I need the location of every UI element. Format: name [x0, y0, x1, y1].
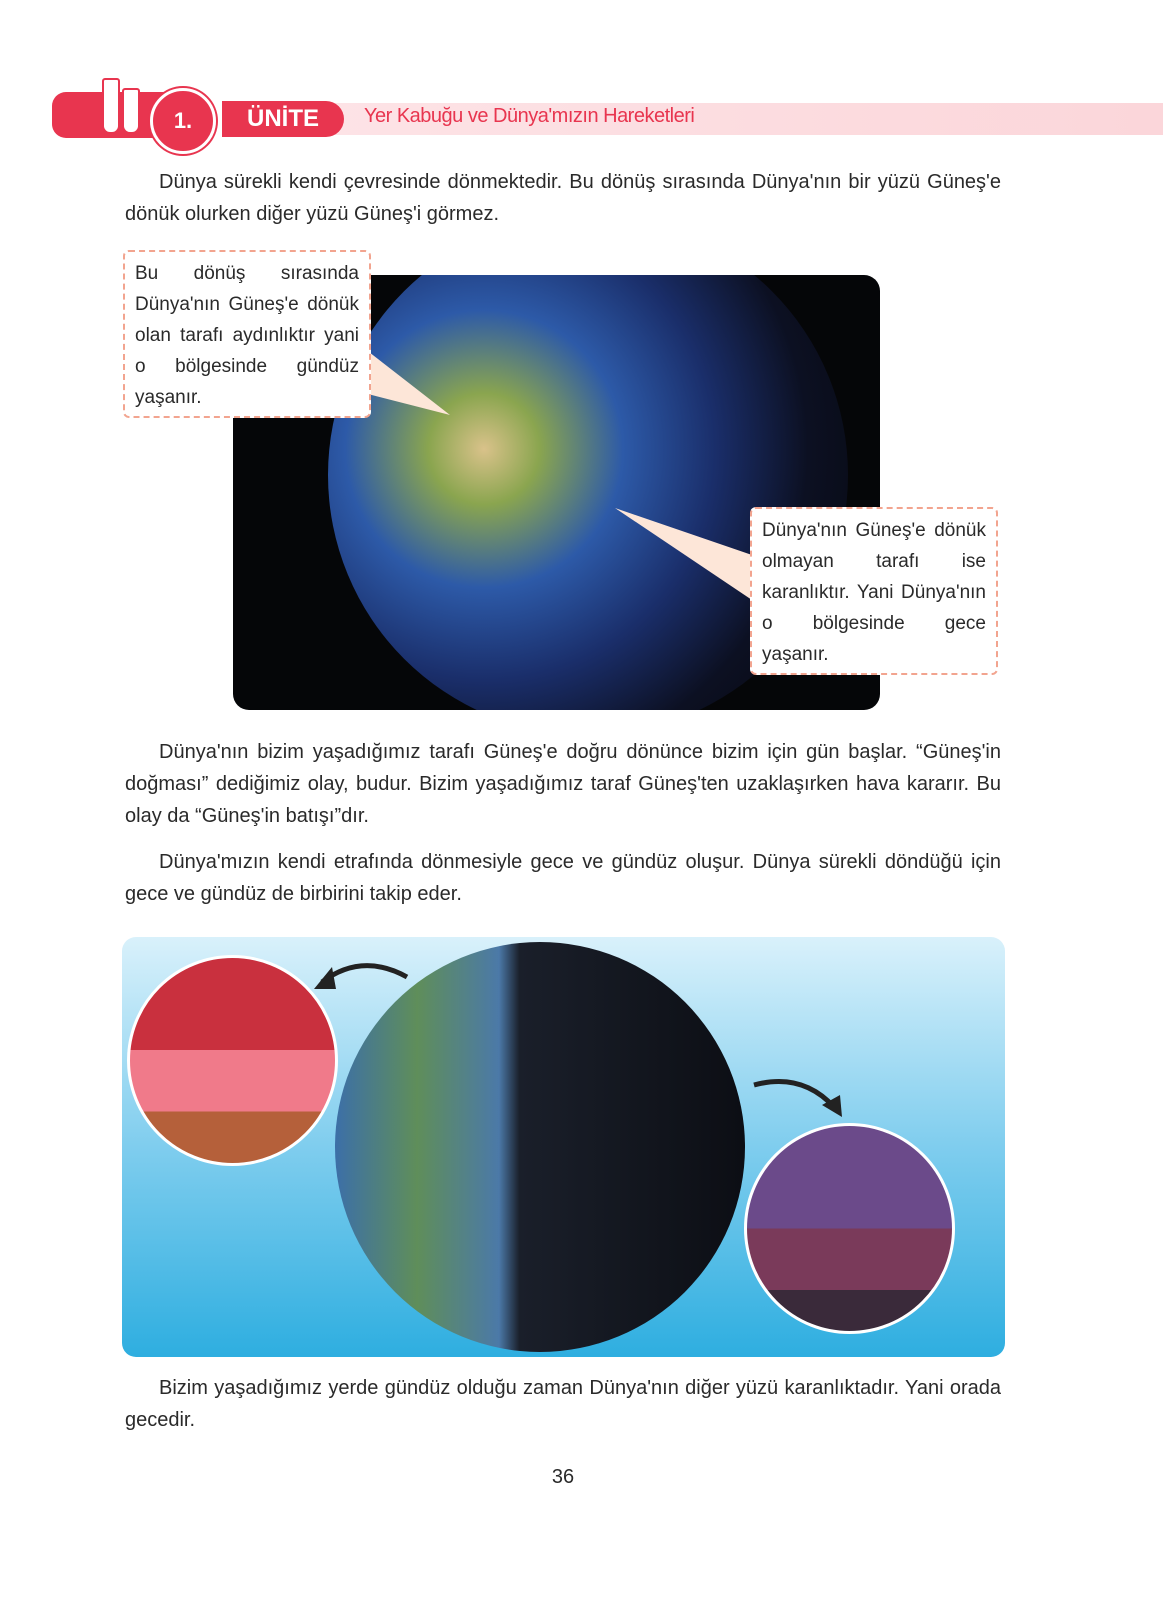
- arrow-right-icon: [754, 1081, 834, 1107]
- page-number: 36: [551, 1466, 575, 1488]
- paragraph-1: Dünya sürekli kendi çevresinde dönmektedir. Bu dönüş sırasında Dünya'nın bir yüzü Güneş'e dönük olurken diğer yüzü Güneş'i görmez.: [125, 171, 1001, 225]
- day-night-illustration: [122, 937, 1005, 1357]
- unit-title: Yer Kabuğu ve Dünya'mızın Hareketleri: [364, 105, 695, 127]
- arrow-left-icon: [322, 966, 407, 982]
- callout-night-pointer: [615, 508, 752, 600]
- unit-number: 1.: [150, 88, 216, 154]
- callout-day-pointer: [360, 345, 450, 415]
- rotation-arrows: [122, 937, 1005, 1357]
- callout-day: Bu dönüş sırasında Dünya'nın Güneş'e dönük olan tarafı aydınlıktır yani o bölgesinde gündüz yaşanır.: [123, 250, 371, 418]
- callout-night: Dünya'nın Güneş'e dönük olmayan tarafı ise karanlıktır. Yani Dünya'nın o bölgesinde gece yaşanır.: [750, 507, 998, 675]
- paragraph-2: Dünya'nın bizim yaşadığımız tarafı Güneş'e doğru dönünce bizim için gün başlar. “Güneş'in doğması” dediğimiz olay, budur. Bizim yaşadığımız taraf Güneş'ten uzaklaşırken hava kararır. Bu olay da “Güneş'in batışı”dır.: [125, 741, 1001, 827]
- unit-label: ÜNİTE: [222, 101, 344, 137]
- paragraph-3: Dünya'mızın kendi etrafında dönmesiyle gece ve gündüz oluşur. Dünya sürekli döndüğü için gece ve gündüz de birbirini takip eder.: [125, 851, 1001, 905]
- paragraph-4: Bizim yaşadığımız yerde gündüz olduğu zaman Dünya'nın diğer yüzü karanlıktadır. Yani orada gecedir.: [125, 1377, 1001, 1431]
